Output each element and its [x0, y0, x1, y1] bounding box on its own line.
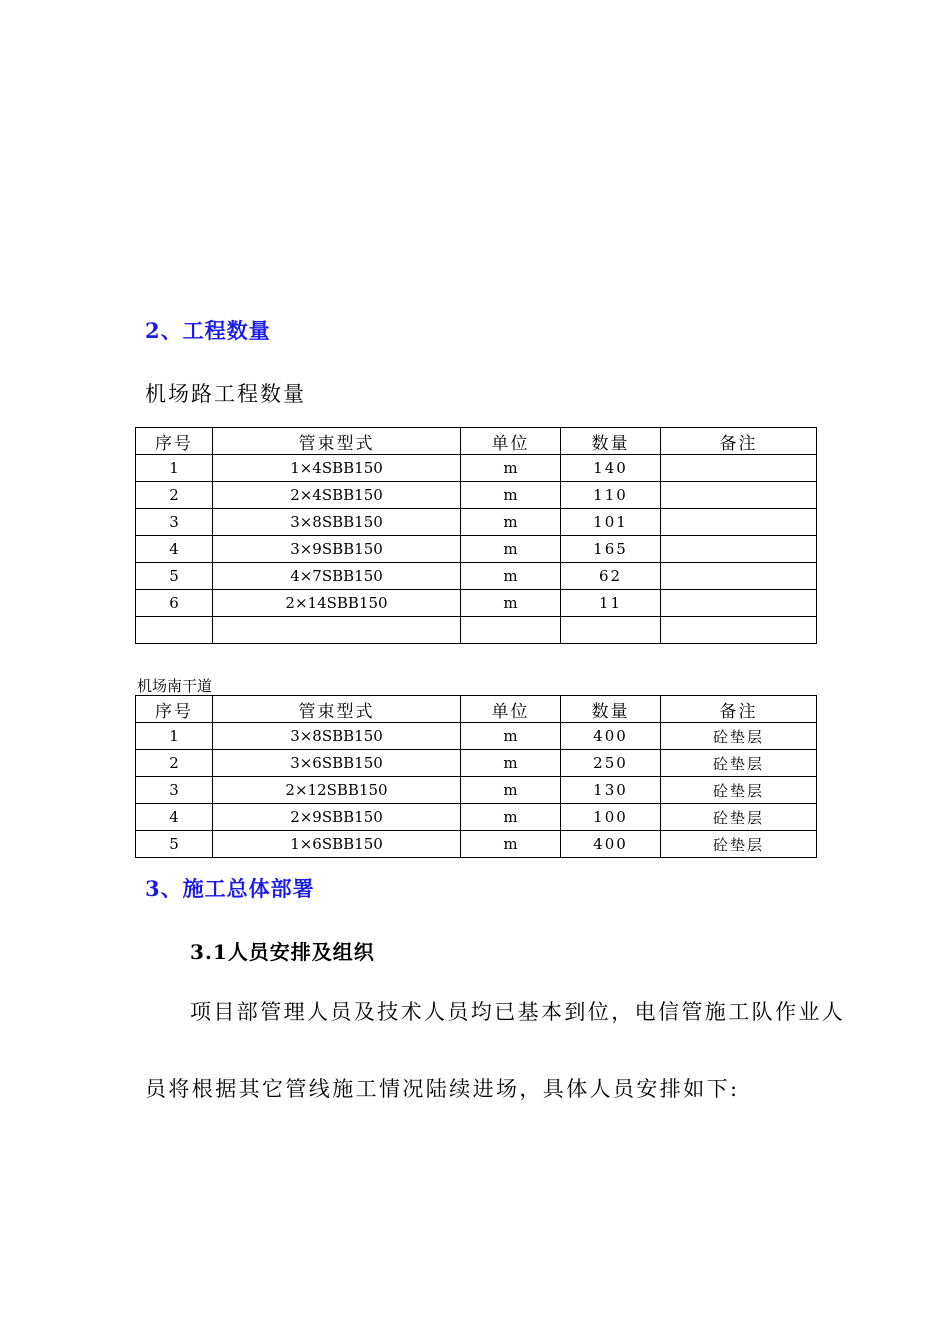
cell-remarks: 砼垫层 [661, 804, 817, 831]
table-header-row [136, 696, 817, 723]
header-bundle-type: 管束型式 [213, 696, 461, 723]
cell-quantity: 140 [561, 455, 661, 482]
header-bundle-type: 管束型式 [213, 428, 461, 455]
cell-unit: m [461, 536, 561, 563]
table-row [136, 777, 817, 804]
cell-remarks: 砼垫层 [661, 777, 817, 804]
cell-bundle-type: 1×6SBB150 [213, 831, 461, 858]
cell-quantity: 110 [561, 482, 661, 509]
cell-remarks [661, 536, 817, 563]
cell-remarks [661, 455, 817, 482]
cell-bundle-type: 3×9SBB150 [213, 536, 461, 563]
cell-quantity: 130 [561, 777, 661, 804]
cell-bundle-type: 1×4SBB150 [213, 455, 461, 482]
cell-remarks: 砼垫层 [661, 831, 817, 858]
cell-remarks [661, 482, 817, 509]
table-row [136, 563, 817, 590]
table-row [136, 723, 817, 750]
table-row [136, 831, 817, 858]
paragraph-line-2: 员将根据其它管线施工情况陆续进场，具体人员安排如下: [145, 1077, 740, 1101]
cell-quantity: 100 [561, 804, 661, 831]
cell-bundle-type: 3×8SBB150 [213, 509, 461, 536]
cell-bundle-type: 3×8SBB150 [213, 723, 461, 750]
table-row [136, 482, 817, 509]
cell-bundle-type: 2×9SBB150 [213, 804, 461, 831]
cell-unit: m [461, 723, 561, 750]
cell-unit: m [461, 455, 561, 482]
cell-bundle-type: 2×14SBB150 [213, 590, 461, 617]
cell-unit: m [461, 804, 561, 831]
cell-unit: m [461, 509, 561, 536]
cell-index: 2 [136, 482, 213, 509]
table-row [136, 804, 817, 831]
cell-bundle-type: 2×12SBB150 [213, 777, 461, 804]
cell-remarks: 砼垫层 [661, 723, 817, 750]
header-index: 序号 [136, 696, 213, 723]
paragraph-line-1: 项目部管理人员及技术人员均已基本到位，电信管施工队作业人 [190, 1000, 846, 1024]
cell-quantity: 250 [561, 750, 661, 777]
cell-quantity: 165 [561, 536, 661, 563]
airport-south-trunk-quantity-table [135, 695, 817, 858]
table-row [136, 590, 817, 617]
airport-road-quantity-table [135, 427, 817, 644]
cell-quantity: 11 [561, 590, 661, 617]
cell-unit: m [461, 750, 561, 777]
cell-remarks [661, 563, 817, 590]
cell-index: 3 [136, 777, 213, 804]
table-row-empty [136, 617, 817, 644]
table2-caption: 机场南干道 [137, 677, 213, 695]
subsection-heading-staffing: 3.1人员安排及组织 [190, 940, 375, 964]
cell-quantity: 101 [561, 509, 661, 536]
cell-index: 4 [136, 804, 213, 831]
cell-index: 1 [136, 455, 213, 482]
cell-unit: m [461, 777, 561, 804]
cell-index: 6 [136, 590, 213, 617]
section-heading-overall-deployment: 3、施工总体部署 [145, 876, 315, 901]
header-remarks: 备注 [661, 428, 817, 455]
cell-remarks [661, 509, 817, 536]
table-row [136, 536, 817, 563]
table-row [136, 750, 817, 777]
cell-bundle-type: 3×6SBB150 [213, 750, 461, 777]
header-unit: 单位 [461, 696, 561, 723]
table-row [136, 455, 817, 482]
cell-remarks: 砼垫层 [661, 750, 817, 777]
cell-bundle-type: 4×7SBB150 [213, 563, 461, 590]
cell-unit: m [461, 590, 561, 617]
header-unit: 单位 [461, 428, 561, 455]
cell-unit [461, 617, 561, 644]
cell-unit: m [461, 563, 561, 590]
header-quantity: 数量 [561, 428, 661, 455]
cell-bundle-type: 2×4SBB150 [213, 482, 461, 509]
cell-index: 1 [136, 723, 213, 750]
cell-unit: m [461, 482, 561, 509]
table-header-row [136, 428, 817, 455]
cell-bundle-type [213, 617, 461, 644]
cell-remarks [661, 617, 817, 644]
cell-index: 5 [136, 831, 213, 858]
cell-index [136, 617, 213, 644]
cell-quantity: 400 [561, 831, 661, 858]
table1-caption: 机场路工程数量 [145, 382, 306, 406]
cell-quantity: 400 [561, 723, 661, 750]
header-remarks: 备注 [661, 696, 817, 723]
table-row [136, 509, 817, 536]
section-heading-engineering-quantity: 2、工程数量 [145, 318, 271, 343]
cell-quantity: 62 [561, 563, 661, 590]
cell-index: 3 [136, 509, 213, 536]
cell-index: 2 [136, 750, 213, 777]
cell-quantity [561, 617, 661, 644]
cell-remarks [661, 590, 817, 617]
cell-unit: m [461, 831, 561, 858]
header-quantity: 数量 [561, 696, 661, 723]
cell-index: 4 [136, 536, 213, 563]
cell-index: 5 [136, 563, 213, 590]
header-index: 序号 [136, 428, 213, 455]
